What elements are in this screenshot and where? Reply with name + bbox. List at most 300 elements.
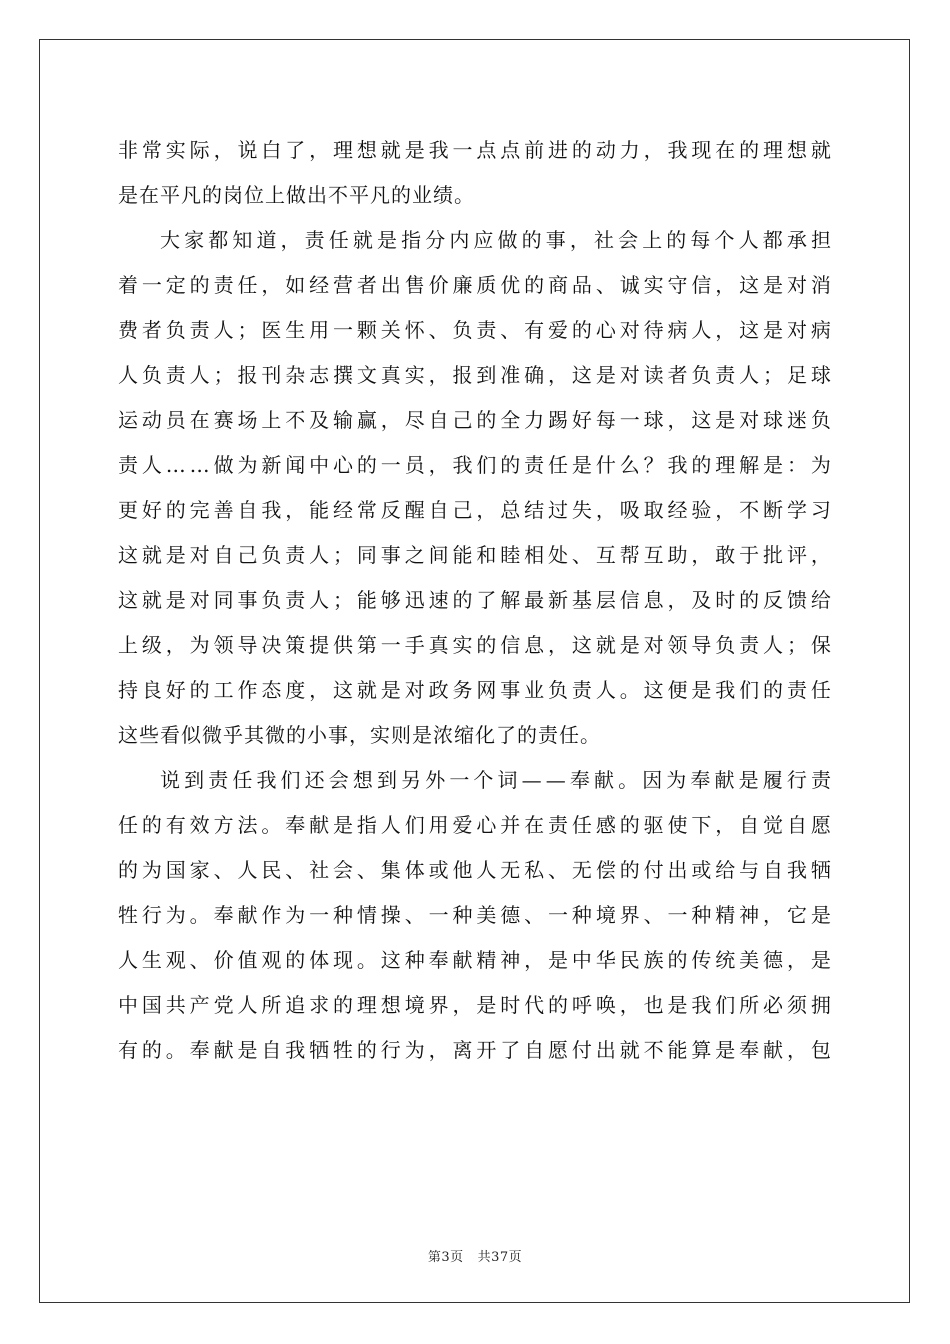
text-line <box>118 173 831 218</box>
text-glyph: ， <box>548 633 569 657</box>
text-glyph: 便 <box>667 678 688 702</box>
text-glyph: 级 <box>141 633 162 657</box>
text-glyph: 对 <box>786 318 807 342</box>
text-glyph: 点 <box>500 138 521 162</box>
text-glyph: 给 <box>715 858 736 882</box>
text-line-content: 这些看似微乎其微的小事，实则是浓缩化了的责任。 <box>118 723 601 747</box>
text-glyph: 用 <box>309 318 330 342</box>
text-glyph: 负 <box>715 633 736 657</box>
text-glyph: 手 <box>404 633 425 657</box>
text-glyph: 做 <box>213 453 234 477</box>
text-glyph: 的 <box>666 228 687 252</box>
text-glyph: 一 <box>428 903 449 927</box>
text-glyph: 牲 <box>118 903 138 927</box>
text-glyph: 这 <box>571 363 592 387</box>
text-glyph: 有 <box>165 813 186 837</box>
text-glyph: 献 <box>309 813 330 837</box>
text-glyph: ， <box>619 993 640 1017</box>
text-glyph: 负 <box>691 363 712 387</box>
text-glyph: 新 <box>548 588 569 612</box>
text-glyph: 在 <box>189 408 210 432</box>
text-glyph: 事 <box>545 228 566 252</box>
text-glyph: 准 <box>500 363 521 387</box>
text-glyph: 是 <box>476 993 497 1017</box>
text-glyph: 这 <box>118 543 138 567</box>
text-glyph: 守 <box>667 273 688 297</box>
text-glyph: 务 <box>452 678 473 702</box>
text-glyph: 是 <box>810 948 831 972</box>
text-glyph: 责 <box>165 363 186 387</box>
text-glyph: 行 <box>141 903 162 927</box>
text-glyph: 境 <box>404 993 425 1017</box>
text-glyph: ， <box>165 633 186 657</box>
text-line <box>118 938 831 983</box>
text-glyph: 私 <box>524 858 545 882</box>
text-glyph: 事 <box>500 678 521 702</box>
text-glyph: 出 <box>667 858 688 882</box>
text-glyph: 自 <box>428 498 449 522</box>
text-line <box>118 263 831 308</box>
text-glyph: 境 <box>595 903 616 927</box>
text-glyph: ， <box>763 903 784 927</box>
text-glyph: 或 <box>428 858 449 882</box>
text-glyph: 们 <box>404 813 425 837</box>
text-glyph: 牺 <box>309 1038 330 1062</box>
text-glyph: 人 <box>739 363 760 387</box>
text-glyph: 的 <box>476 633 497 657</box>
text-glyph: 互 <box>643 543 664 567</box>
text-glyph: 之 <box>404 543 425 567</box>
text-glyph: 付 <box>571 1038 592 1062</box>
text-glyph: 觉 <box>763 813 784 837</box>
text-glyph: 输 <box>333 408 354 432</box>
page-number-total: 共37页 <box>477 1250 523 1265</box>
text-glyph: 指 <box>356 813 377 837</box>
text-glyph: 们 <box>715 993 736 1017</box>
text-glyph: 这 <box>571 633 592 657</box>
text-glyph: 责 <box>189 318 210 342</box>
text-glyph: 为 <box>810 453 831 477</box>
text-glyph: 任 <box>571 813 592 837</box>
text-line <box>118 488 831 533</box>
text-glyph: 我 <box>667 453 688 477</box>
text-glyph: 无 <box>571 858 592 882</box>
text-glyph: 理 <box>715 453 736 477</box>
text-glyph: 种 <box>452 903 473 927</box>
text-glyph: 病 <box>810 318 831 342</box>
text-glyph: 奉 <box>213 903 234 927</box>
text-glyph: 文 <box>356 363 377 387</box>
text-glyph: 自 <box>213 543 234 567</box>
text-glyph: 政 <box>428 678 449 702</box>
text-line <box>118 668 831 713</box>
text-glyph: 体 <box>404 858 425 882</box>
text-glyph: 己 <box>237 543 258 567</box>
text-glyph: 就 <box>352 228 373 252</box>
text-glyph: 赛 <box>213 408 234 432</box>
text-line-content <box>118 623 831 668</box>
text-glyph: 体 <box>309 948 330 972</box>
text-glyph: 履 <box>762 768 783 792</box>
text-glyph: 一 <box>380 633 401 657</box>
text-glyph: 及 <box>691 588 712 612</box>
text-glyph: ， <box>667 408 688 432</box>
text-glyph: ， <box>428 363 449 387</box>
text-glyph: 一 <box>548 903 569 927</box>
text-glyph: 责 <box>524 453 545 477</box>
text-glyph: 国 <box>141 993 162 1017</box>
text-glyph: 观 <box>261 948 282 972</box>
text-glyph: 者 <box>667 363 688 387</box>
text-glyph: 作 <box>261 903 282 927</box>
text-glyph: 新 <box>261 453 282 477</box>
text-line <box>118 398 831 443</box>
text-glyph: 开 <box>476 1038 497 1062</box>
text-glyph: 离 <box>452 1038 473 1062</box>
text-glyph: 是 <box>691 678 712 702</box>
text-glyph: 是 <box>763 318 784 342</box>
text-glyph: ， <box>309 678 330 702</box>
text-glyph: 廉 <box>452 273 473 297</box>
text-glyph: 关 <box>380 318 401 342</box>
text-glyph: 这 <box>333 678 354 702</box>
text-glyph: ， <box>476 498 497 522</box>
text-glyph: 说 <box>160 768 180 792</box>
text-glyph: 迷 <box>786 408 807 432</box>
text-glyph: ， <box>786 948 807 972</box>
text-line <box>118 848 831 893</box>
text-glyph: 学 <box>786 498 807 522</box>
text-glyph: 观 <box>165 948 186 972</box>
text-glyph: 反 <box>763 588 784 612</box>
text-glyph: 球 <box>763 408 784 432</box>
text-glyph: 负 <box>261 543 282 567</box>
text-glyph: 为 <box>141 858 162 882</box>
text-glyph: 在 <box>715 138 736 162</box>
text-line <box>118 308 831 353</box>
text-glyph: 第 <box>356 633 377 657</box>
text-glyph: 、 <box>213 858 234 882</box>
text-glyph: 、 <box>643 903 664 927</box>
text-glyph: 自 <box>261 1038 282 1062</box>
text-glyph: 、 <box>285 858 306 882</box>
text-glyph: 自 <box>739 813 760 837</box>
text-glyph: 不 <box>739 498 760 522</box>
text-line-content <box>118 848 831 893</box>
text-glyph: 人 <box>380 813 401 837</box>
text-glyph: 动 <box>141 408 162 432</box>
text-glyph: 党 <box>213 993 234 1017</box>
text-glyph: 能 <box>452 543 473 567</box>
text-glyph: 一 <box>449 768 470 792</box>
text-glyph: 经 <box>667 498 688 522</box>
text-glyph: 是 <box>548 948 569 972</box>
text-glyph: 不 <box>643 1038 664 1062</box>
text-glyph: 价 <box>428 273 449 297</box>
text-glyph: ？ <box>643 453 664 477</box>
text-glyph: 态 <box>261 678 282 702</box>
text-glyph: 奉 <box>428 948 449 972</box>
text-glyph: 知 <box>232 228 253 252</box>
text-glyph: 是 <box>619 633 640 657</box>
text-glyph: 愿 <box>548 1038 569 1062</box>
text-glyph: 生 <box>141 948 162 972</box>
text-glyph: 、 <box>548 858 569 882</box>
text-glyph: 责 <box>571 678 592 702</box>
text-glyph: 吸 <box>619 498 640 522</box>
text-glyph: 时 <box>500 993 521 1017</box>
text-glyph: ， <box>380 408 401 432</box>
text-glyph: 词 <box>497 768 518 792</box>
text-glyph: 用 <box>428 813 449 837</box>
text-line-content <box>160 758 831 803</box>
page-number-current: 第3页 <box>427 1250 464 1265</box>
paragraph-start-line <box>118 218 831 263</box>
text-line-content <box>118 938 831 983</box>
text-glyph: 策 <box>285 633 306 657</box>
text-glyph: 奉 <box>690 768 711 792</box>
text-glyph: 馈 <box>786 588 807 612</box>
text-glyph: 社 <box>309 858 330 882</box>
text-glyph: 及 <box>309 408 330 432</box>
document-body <box>118 128 831 1073</box>
text-line-content <box>118 443 831 488</box>
text-glyph: ， <box>452 993 473 1017</box>
text-glyph: 现 <box>691 138 712 162</box>
text-glyph: 的 <box>356 1038 377 1062</box>
text-glyph: 任 <box>232 768 253 792</box>
text-glyph: 对 <box>189 543 210 567</box>
text-glyph: 实 <box>165 138 186 162</box>
text-glyph: 们 <box>476 453 497 477</box>
text-glyph: 力 <box>619 138 640 162</box>
text-glyph: ； <box>333 543 354 567</box>
text-glyph: 负 <box>261 588 282 612</box>
paragraph-start-line <box>118 758 831 803</box>
text-glyph: 献 <box>714 768 735 792</box>
text-glyph: 处 <box>548 543 569 567</box>
text-glyph: 负 <box>165 318 186 342</box>
text-glyph: 者 <box>141 318 162 342</box>
text-glyph: 我 <box>256 768 277 792</box>
text-glyph: 是 <box>380 678 401 702</box>
text-glyph: 负 <box>141 363 162 387</box>
text-glyph: 说 <box>237 138 258 162</box>
text-glyph: ； <box>213 363 234 387</box>
text-glyph: 白 <box>261 138 282 162</box>
text-glyph: 一 <box>619 408 640 432</box>
text-glyph: 负 <box>810 408 831 432</box>
text-glyph: 敢 <box>715 543 736 567</box>
text-glyph: 如 <box>285 273 306 297</box>
text-glyph: 消 <box>810 273 831 297</box>
text-glyph: 反 <box>380 498 401 522</box>
text-glyph: 助 <box>667 543 688 567</box>
text-glyph: 的 <box>667 948 688 972</box>
text-glyph: 是 <box>237 1038 258 1062</box>
text-glyph: 大 <box>160 228 180 252</box>
text-glyph: 民 <box>619 948 640 972</box>
text-glyph: 售 <box>404 273 425 297</box>
text-glyph: 点 <box>476 138 497 162</box>
text-glyph: 产 <box>189 993 210 1017</box>
text-line-content <box>118 533 831 578</box>
text-glyph: 医 <box>261 318 282 342</box>
text-glyph: 集 <box>380 858 401 882</box>
text-glyph: 更 <box>118 498 138 522</box>
text-glyph: 的 <box>141 813 162 837</box>
text-glyph: 经 <box>333 498 354 522</box>
text-glyph: 真 <box>428 633 449 657</box>
text-glyph: 传 <box>691 948 712 972</box>
text-glyph: 无 <box>500 858 521 882</box>
text-line-content <box>160 218 831 263</box>
text-glyph: 撰 <box>333 363 354 387</box>
text-glyph: 每 <box>595 408 616 432</box>
text-glyph: 人 <box>237 993 258 1017</box>
text-glyph: 呼 <box>571 993 592 1017</box>
text-glyph: 有 <box>524 318 545 342</box>
text-glyph: 想 <box>380 993 401 1017</box>
text-glyph: 责 <box>810 768 831 792</box>
text-glyph: ； <box>786 633 807 657</box>
text-glyph: 的 <box>739 138 760 162</box>
text-glyph: 际 <box>189 138 210 162</box>
text-line-content <box>118 893 831 938</box>
text-glyph: ； <box>763 363 784 387</box>
text-line <box>118 803 831 848</box>
text-glyph: 为 <box>189 633 210 657</box>
text-glyph: 取 <box>643 498 664 522</box>
text-glyph: 的 <box>548 993 569 1017</box>
text-glyph: 业 <box>524 678 545 702</box>
text-glyph: 时 <box>715 588 736 612</box>
text-glyph: 人 <box>213 318 234 342</box>
text-glyph: 息 <box>643 588 664 612</box>
text-glyph: 所 <box>261 993 282 1017</box>
text-glyph: 价 <box>213 948 234 972</box>
text-glyph: 献 <box>237 903 258 927</box>
text-glyph: 我 <box>428 138 449 162</box>
text-glyph: 我 <box>452 453 473 477</box>
text-glyph: 对 <box>739 408 760 432</box>
text-glyph: 上 <box>642 228 663 252</box>
text-glyph: 志 <box>309 363 330 387</box>
text-glyph: 能 <box>356 588 377 612</box>
text-glyph: 层 <box>595 588 616 612</box>
text-glyph: 能 <box>667 1038 688 1062</box>
text-glyph: 求 <box>309 993 330 1017</box>
text-glyph: 责 <box>476 318 497 342</box>
text-glyph: 验 <box>691 498 712 522</box>
text-glyph: 真 <box>380 363 401 387</box>
text-glyph: 是 <box>763 453 784 477</box>
text-glyph: 一 <box>380 453 401 477</box>
text-glyph: 就 <box>141 543 162 567</box>
text-glyph: 情 <box>356 903 377 927</box>
text-glyph: 道 <box>256 228 277 252</box>
text-glyph: 理 <box>356 993 377 1017</box>
text-glyph: 、 <box>356 858 377 882</box>
text-glyph: 这 <box>739 273 760 297</box>
text-glyph: 人 <box>595 678 616 702</box>
text-glyph: 德 <box>500 903 521 927</box>
text-glyph: 会 <box>328 768 349 792</box>
text-glyph: 信 <box>619 588 640 612</box>
text-glyph: 定 <box>165 273 186 297</box>
text-glyph: 保 <box>810 633 831 657</box>
text-glyph: 解 <box>500 588 521 612</box>
text-glyph: 过 <box>548 498 569 522</box>
text-line <box>118 353 831 398</box>
text-glyph: 经 <box>309 273 330 297</box>
text-glyph: 家 <box>189 858 210 882</box>
text-glyph: 就 <box>380 138 401 162</box>
text-glyph: 的 <box>356 453 377 477</box>
text-glyph: 统 <box>715 948 736 972</box>
text-glyph: 能 <box>309 498 330 522</box>
text-glyph: 们 <box>280 768 301 792</box>
text-glyph: 有 <box>118 1038 138 1062</box>
text-glyph: 任 <box>328 228 349 252</box>
text-glyph: 方 <box>213 813 234 837</box>
text-glyph: 就 <box>595 633 616 657</box>
text-glyph: 上 <box>261 408 282 432</box>
text-line <box>118 533 831 578</box>
text-glyph: 就 <box>356 678 377 702</box>
text-glyph: — <box>521 768 542 792</box>
text-glyph: 种 <box>691 903 712 927</box>
text-glyph: 的 <box>763 678 784 702</box>
text-line-content <box>118 578 831 623</box>
text-glyph: 效 <box>189 813 210 837</box>
text-glyph: ， <box>428 453 449 477</box>
text-glyph: 担 <box>810 228 831 252</box>
text-glyph: 失 <box>571 498 592 522</box>
text-glyph: 颗 <box>356 318 377 342</box>
text-glyph: 的 <box>571 138 592 162</box>
text-glyph: 我 <box>667 138 688 162</box>
text-glyph: 实 <box>404 363 425 387</box>
text-line <box>118 893 831 938</box>
text-glyph: 事 <box>380 543 401 567</box>
text-glyph: 场 <box>237 408 258 432</box>
text-line-content <box>118 803 831 848</box>
text-glyph: 行 <box>380 1038 401 1062</box>
text-glyph: 信 <box>691 273 712 297</box>
text-glyph: 和 <box>476 543 497 567</box>
text-glyph: 愿 <box>810 813 831 837</box>
text-line-content <box>118 353 831 398</box>
text-glyph: 是 <box>810 903 831 927</box>
text-glyph: 会 <box>618 228 639 252</box>
text-glyph: ， <box>524 948 545 972</box>
text-glyph: 非 <box>118 138 138 162</box>
text-glyph: 到 <box>184 768 205 792</box>
text-glyph: 人 <box>118 363 138 387</box>
text-glyph: 人 <box>141 453 162 477</box>
text-glyph: 解 <box>739 453 760 477</box>
text-glyph: 、 <box>595 273 616 297</box>
text-glyph: 就 <box>810 138 831 162</box>
text-glyph: 为 <box>237 453 258 477</box>
text-glyph: 或 <box>691 858 712 882</box>
text-glyph: 的 <box>333 993 354 1017</box>
text-glyph: 是 <box>571 453 592 477</box>
text-glyph: 每 <box>690 228 711 252</box>
text-glyph: 人 <box>691 318 712 342</box>
text-glyph: 好 <box>571 408 592 432</box>
